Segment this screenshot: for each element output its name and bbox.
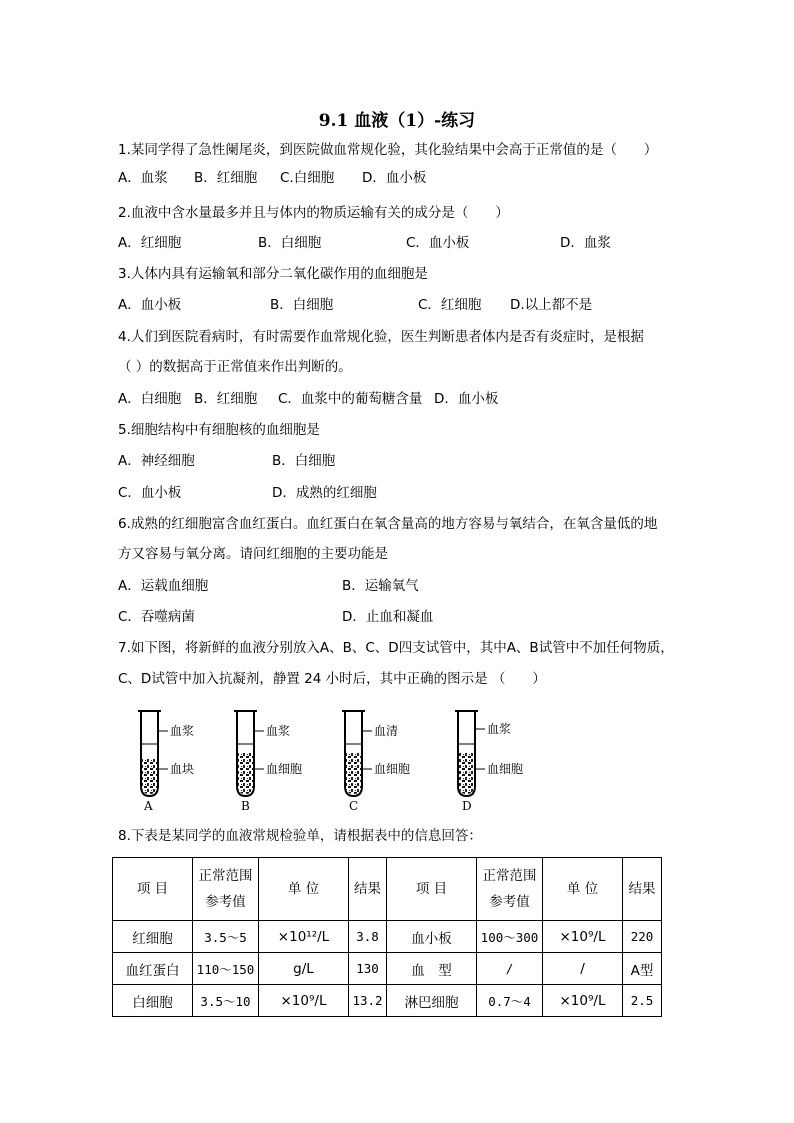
q3-option-a: A．血小板: [118, 297, 182, 313]
header-range-2: [477, 858, 543, 921]
header-range-line2: 参考值: [205, 894, 246, 910]
tube-c-bottom-label: 血细胞: [374, 762, 411, 776]
table-cell: /: [477, 953, 543, 985]
q1-option-c: C.白细胞: [280, 170, 335, 186]
question-5-stem: 5.细胞结构中有细胞核的血细胞是: [118, 422, 320, 438]
tube-b: [234, 711, 302, 813]
q5-option-d: D．成熟的红细胞: [272, 485, 377, 501]
q4-option-b: B．红细胞: [194, 391, 258, 407]
tube-c-letter: C: [349, 799, 359, 813]
header-range-2-line2: 参考值: [489, 894, 530, 910]
question-7-stem-line2: C、D试管中加入抗凝剂，静置 24 小时后，其中正确的图示是 （ ）: [118, 671, 546, 687]
table-cell: 红细胞: [113, 921, 193, 953]
q4-option-c: C．血浆中的葡萄糖含量: [278, 391, 423, 407]
table-cell: ×10¹²/L: [259, 921, 349, 953]
tube-c-top-label: 血清: [374, 724, 399, 738]
question-7-stem-line1: 7.如下图，将新鲜的血液分别放入A、B、C、D四支试管中，其中A、B试管中不加任何物质，: [118, 640, 674, 656]
table-row: [113, 921, 662, 953]
table-cell: 3.5～5: [193, 921, 259, 953]
question-1-stem: 1.某同学得了急性阑尾炎，到医院做血常规化验，其化验结果中会高于正常值的是（ ）: [118, 142, 658, 158]
table-cell: A型: [623, 953, 662, 985]
tube-a-top-label: 血浆: [170, 724, 195, 738]
q3-option-c: C．红细胞: [418, 297, 482, 313]
q5-option-a: A．神经细胞: [118, 453, 195, 469]
q2-option-b: B．白细胞: [258, 235, 322, 251]
header-unit-2: 单 位: [543, 858, 623, 921]
q1-option-a: A．血浆: [118, 170, 168, 186]
q4-option-d: D．血小板: [434, 391, 499, 407]
table-cell: /: [543, 953, 623, 985]
question-4-stem-line1: 4.人们到医院看病时，有时需要作血常规化验，医生判断患者体内是否有炎症时，是根据: [118, 329, 644, 345]
q6-option-c: C．吞噬病菌: [118, 609, 195, 625]
question-6-stem-line1: 6.成熟的红细胞富含血红蛋白。血红蛋白在氧含量高的地方容易与氧结合，在氧含量低的地: [118, 516, 658, 532]
q6-option-b: B．运输氧气: [342, 578, 419, 594]
tube-a-letter: A: [144, 799, 153, 813]
table-cell: ×10⁹/L: [543, 921, 623, 953]
q5-option-b: B．白细胞: [272, 453, 336, 469]
table-cell: 白细胞: [113, 985, 193, 1017]
tube-b-top-label: 血浆: [266, 724, 291, 738]
q3-option-b: B．白细胞: [270, 297, 334, 313]
table-cell: 血 型: [387, 953, 477, 985]
test-tube-figure: [120, 702, 560, 818]
header-range: [193, 858, 259, 921]
tube-b-letter: B: [241, 799, 250, 813]
q6-option-a: A．运载血细胞: [118, 578, 209, 594]
tube-d-top-label: 血浆: [487, 722, 512, 736]
table-cell: 血红蛋白: [113, 953, 193, 985]
page-title: 9.1 血液（1）-练习: [318, 111, 476, 131]
table-header-row: [113, 858, 662, 921]
question-8-stem: 8.下表是某同学的血液常规检验单，请根据表中的信息回答：: [118, 828, 482, 844]
header-result: 结果: [349, 858, 387, 921]
header-unit: 单 位: [259, 858, 349, 921]
table-cell: 3.5～10: [193, 985, 259, 1017]
question-2-stem: 2.血液中含水量最多并且与体内的物质运输有关的成分是（ ）: [118, 205, 509, 221]
table-cell: g/L: [259, 953, 349, 985]
q4-option-a: A．白细胞: [118, 391, 182, 407]
table-cell: 110～150: [193, 953, 259, 985]
q1-option-d: D．血小板: [362, 170, 427, 186]
tube-d-bottom-label: 血细胞: [487, 762, 524, 776]
table-cell: 100～300: [477, 921, 543, 953]
table-cell: 0.7～4: [477, 985, 543, 1017]
tube-d: [455, 711, 523, 813]
q2-option-a: A．红细胞: [118, 235, 182, 251]
table-cell: 130: [349, 953, 387, 985]
tube-c: [342, 711, 410, 813]
q5-option-c: C．血小板: [118, 485, 182, 501]
header-range-line1: 正常范围: [198, 868, 253, 884]
question-3-stem: 3.人体内具有运输氧和部分二氧化碳作用的血细胞是: [118, 266, 428, 282]
header-item: 项 目: [113, 858, 193, 921]
table-cell: ×10⁹/L: [259, 985, 349, 1017]
table-cell: 血小板: [387, 921, 477, 953]
table-cell: ×10⁹/L: [543, 985, 623, 1017]
table-cell: 淋巴细胞: [387, 985, 477, 1017]
blood-test-table: [112, 857, 662, 1017]
tube-a-bottom-label: 血块: [170, 762, 195, 776]
q6-option-d: D．止血和凝血: [342, 609, 434, 625]
tube-b-bottom-label: 血细胞: [266, 762, 303, 776]
table-cell: 2.5: [623, 985, 662, 1017]
table-row: [113, 953, 662, 985]
header-range-2-line1: 正常范围: [482, 868, 537, 884]
q3-option-d: D.以上都不是: [510, 297, 593, 313]
question-6-stem-line2: 方又容易与氧分离。请问红细胞的主要功能是: [118, 546, 388, 562]
header-item-2: 项 目: [387, 858, 477, 921]
table-cell: 3.8: [349, 921, 387, 953]
q2-option-c: C．血小板: [406, 235, 470, 251]
table-cell: 220: [623, 921, 662, 953]
tube-a: [138, 711, 194, 813]
table-row: [113, 985, 662, 1017]
q1-option-b: B．红细胞: [194, 170, 258, 186]
tube-d-letter: D: [462, 799, 472, 813]
q2-option-d: D．血浆: [560, 235, 611, 251]
question-4-stem-line2: （ ）的数据高于正常值来作出判断的。: [118, 359, 352, 375]
table-cell: 13.2: [349, 985, 387, 1017]
header-result-2: 结果: [623, 858, 662, 921]
